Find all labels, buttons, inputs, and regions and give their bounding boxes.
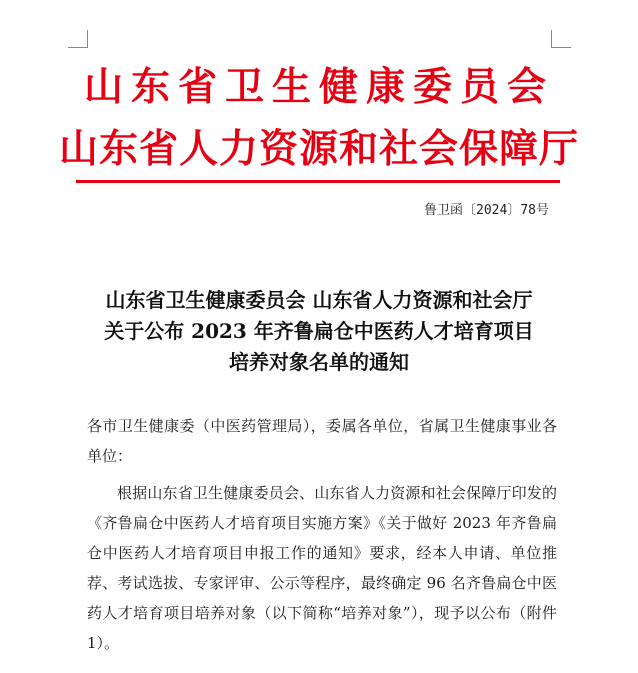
document-number: 鲁卫函〔2024〕78号 — [424, 203, 549, 218]
corner-mark-right-vertical — [551, 30, 552, 48]
red-divider-line — [76, 180, 560, 183]
issuer-header-line1: 山东省卫生健康委员会 — [83, 64, 554, 110]
title-line-1: 山东省卫生健康委员会 山东省人力资源和社会厅 — [105, 288, 533, 312]
issuer-header-line2: 山东省人力资源和社会保障厅 — [58, 126, 579, 172]
title-line-3: 培养对象名单的通知 — [229, 350, 409, 374]
salutation-text: 各市卫生健康委（中医药管理局），委属各单位，省属卫生健康事业各单位： — [87, 417, 557, 465]
corner-mark-right-horizontal — [551, 47, 571, 48]
corner-mark-left-vertical — [87, 30, 88, 48]
salutation — [87, 411, 557, 471]
corner-mark-left-horizontal — [68, 47, 88, 48]
document-title — [0, 285, 638, 378]
body-paragraph — [87, 478, 557, 658]
title-line-2: 关于公布 2023 年齐鲁扁仓中医药人才培育项目 — [104, 319, 534, 343]
body-paragraph-text: 根据山东省卫生健康委员会、山东省人力资源和社会保障厅印发的《齐鲁扁仓中医药人才培育项目实施方案》《关于做好 2023 年齐鲁扁仓中医药人才培育项目申报工作的通知》要求，经本人申请、单位推荐、考试选拔、专家评审、公示等程序，最终确定 96 名齐鲁扁仓中医药人才培育项目培养对象（以下简称“培养对象”），现予以公布（附件 1）。 — [87, 484, 557, 652]
